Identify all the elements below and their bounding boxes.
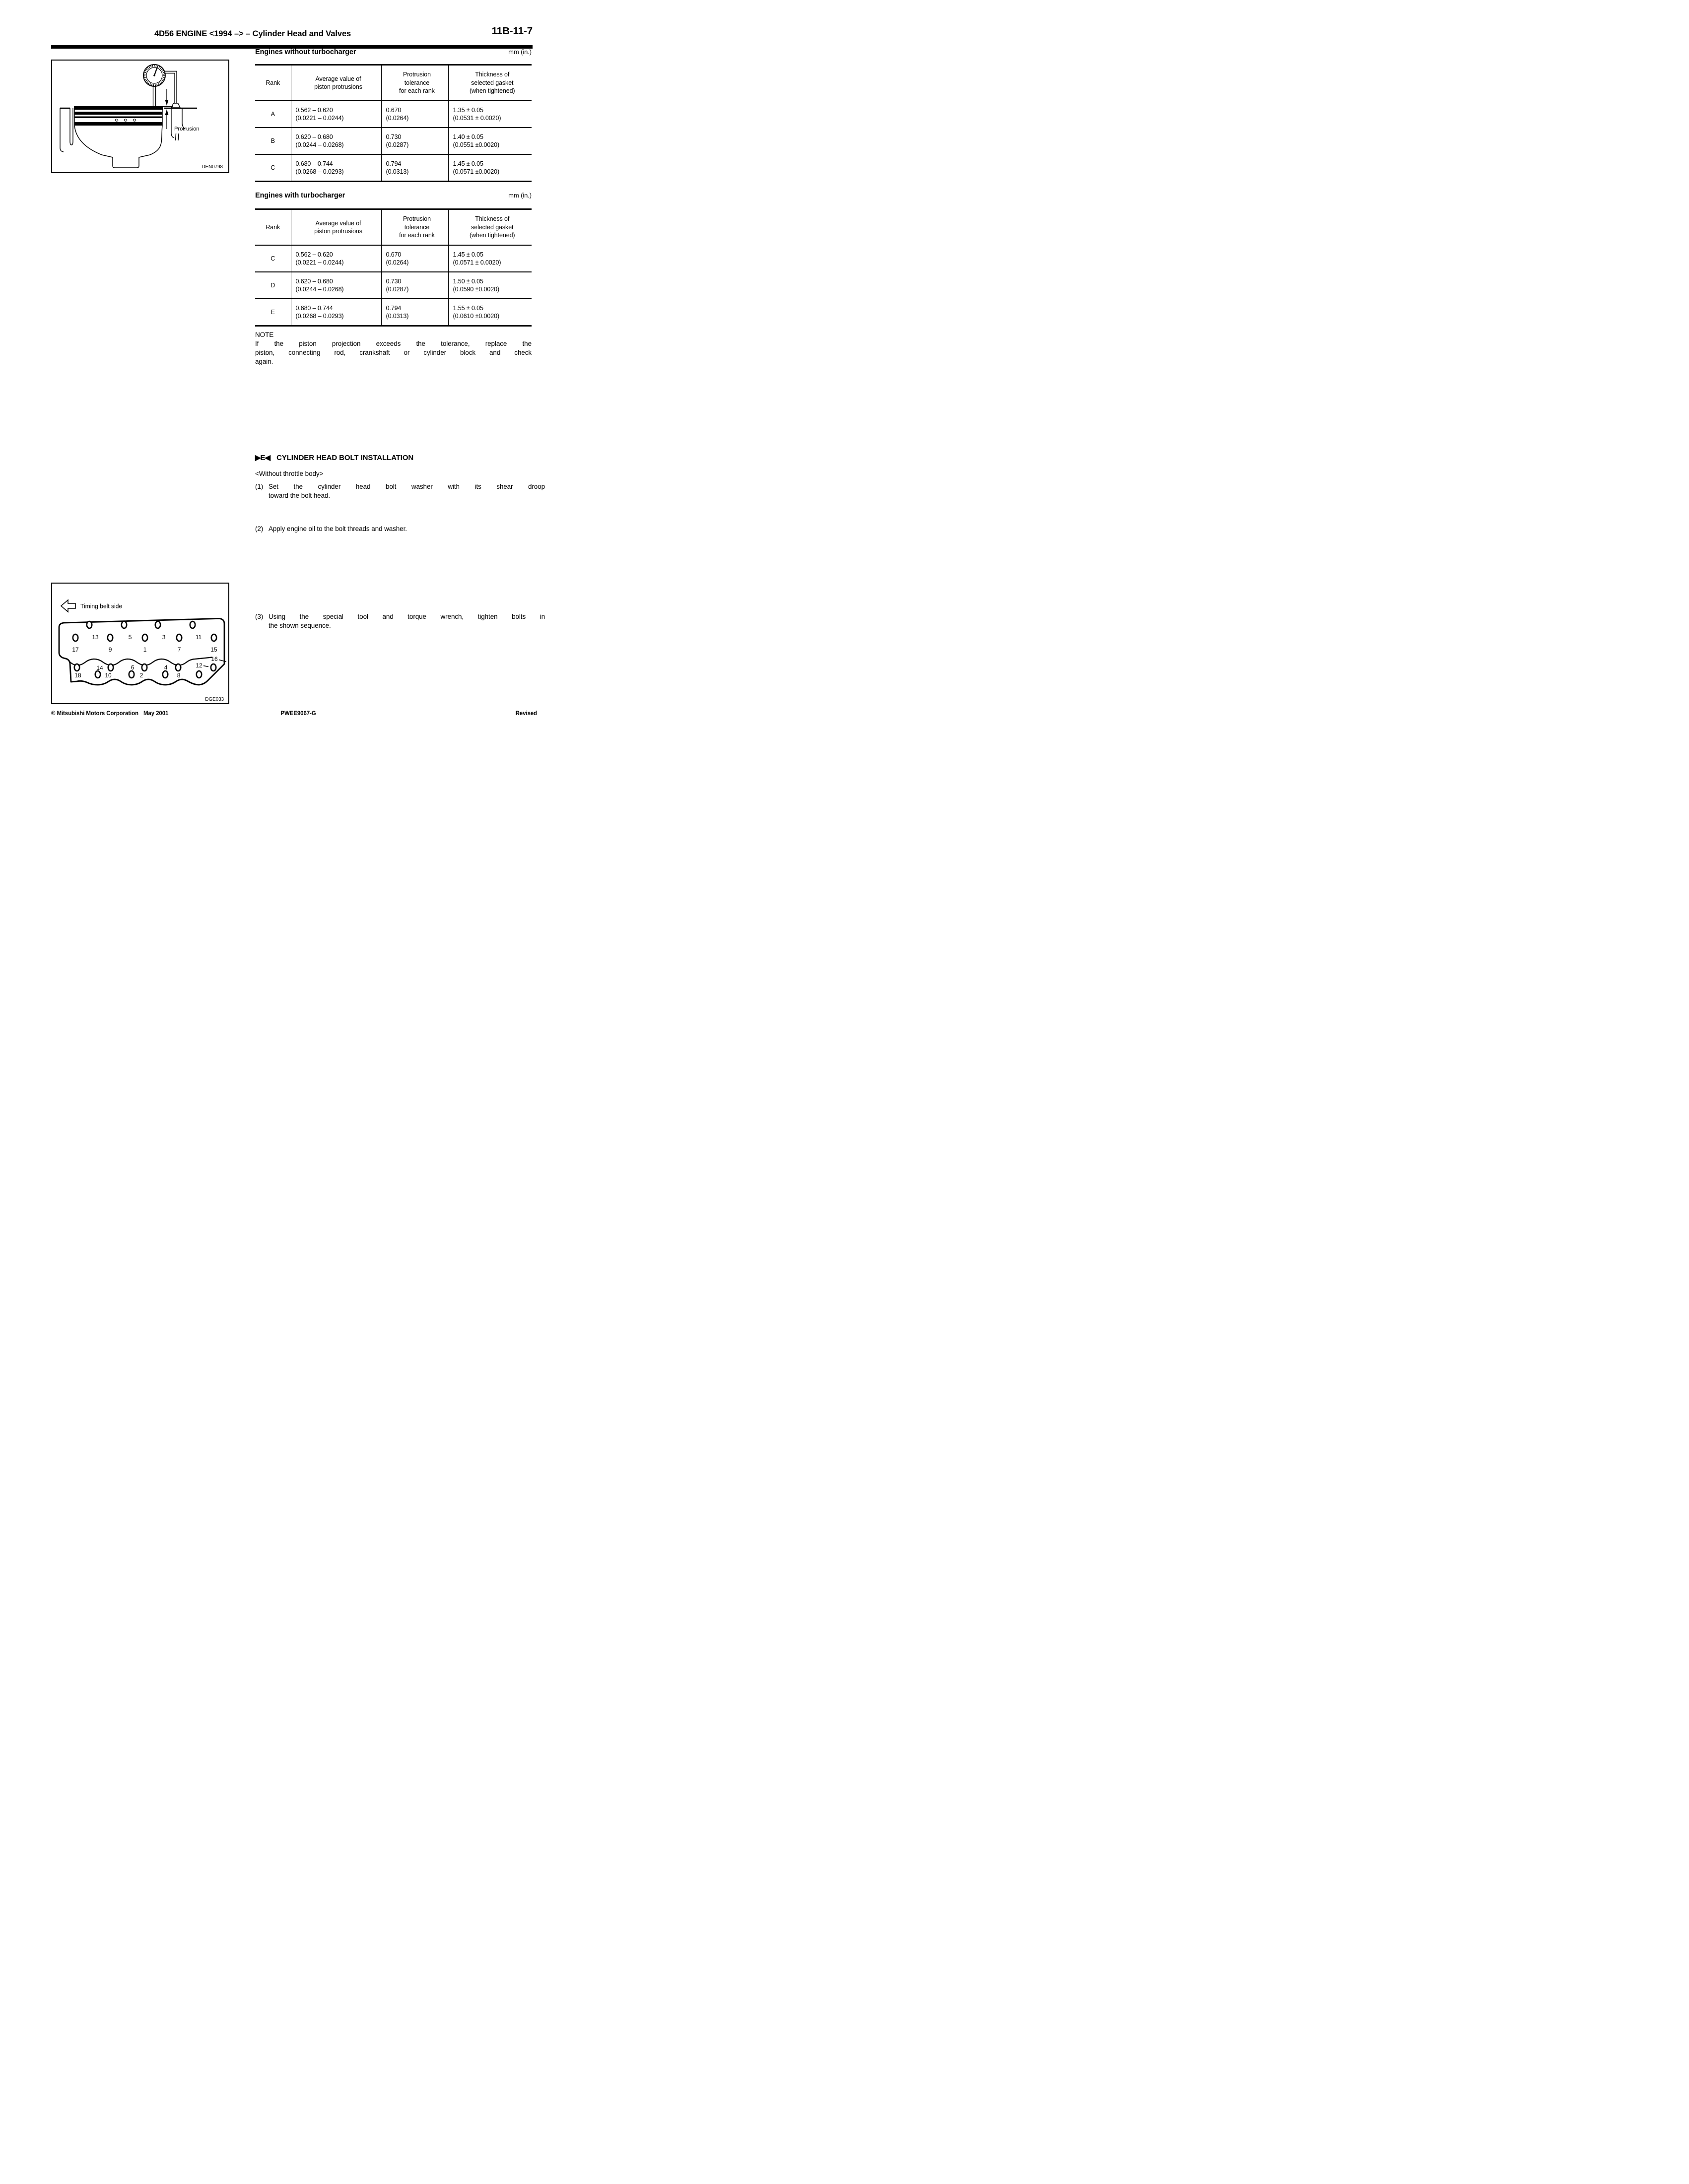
bolt-number: 18	[74, 672, 81, 679]
bolt-number: 17	[72, 646, 79, 653]
bolt-number: 7	[177, 646, 181, 653]
step-number: (2)	[255, 525, 264, 532]
dial-gauge-icon	[143, 65, 165, 86]
section-marker: ▶E◀	[255, 454, 270, 462]
thickness-cell: 1.45 ± 0.05 (0.0571 ±0.0020)	[448, 154, 532, 182]
bolt-number: 5	[128, 634, 132, 641]
bolt-number: 10	[105, 672, 112, 679]
footer-date: May 2001	[143, 711, 169, 717]
page-number: 11B-11-7	[491, 25, 533, 37]
average-cell: 0.680 – 0.744 (0.0268 – 0.0293)	[291, 154, 381, 182]
note-heading: NOTE	[255, 331, 274, 338]
col-thickness: Thickness of selected gasket (when tightened)	[448, 65, 532, 101]
thickness-cell: 1.50 ± 0.05 (0.0590 ±0.0020)	[448, 272, 532, 299]
dial-indicator-drawing	[52, 61, 228, 172]
bolt-number: 8	[177, 672, 181, 679]
table-row	[255, 154, 532, 182]
note-block	[255, 331, 532, 366]
col-tolerance: Protrusion tolerance for each rank	[381, 209, 448, 246]
thickness-cell: 1.35 ± 0.05 (0.0531 ± 0.0020)	[448, 101, 532, 128]
step-line: Set the cylinder head bolt washer with its shear droop	[269, 483, 545, 490]
section-title: CYLINDER HEAD BOLT INSTALLATION	[276, 454, 414, 462]
table-row	[255, 299, 532, 326]
average-cell: 0.620 – 0.680 (0.0244 – 0.0268)	[291, 272, 381, 299]
table-header-row	[255, 65, 532, 101]
page-title: 4D56 ENGINE <1994 –> – Cylinder Head and Valves	[154, 29, 351, 38]
step-line: toward the bolt head.	[269, 492, 330, 499]
rank-cell: A	[255, 101, 291, 128]
step-line: Using the special tool and torque wrench, tighten bolts in	[269, 613, 545, 620]
left-arrow-icon	[61, 600, 75, 612]
tolerance-cell: 0.670 (0.0264)	[381, 101, 448, 128]
rank-cell: B	[255, 128, 291, 154]
table2-wrap	[255, 208, 532, 327]
table-row	[255, 128, 532, 154]
note-line: again.	[255, 358, 273, 365]
average-cell: 0.562 – 0.620 (0.0221 – 0.0244)	[291, 101, 381, 128]
tolerance-cell: 0.730 (0.0287)	[381, 272, 448, 299]
rank-cell: E	[270, 308, 275, 316]
col-rank: Rank	[255, 209, 291, 246]
average-cell: 0.680 – 0.744 (0.0268 – 0.0293)	[291, 299, 381, 326]
thickness-cell: 1.45 ± 0.05 (0.0571 ± 0.0020)	[448, 245, 532, 272]
col-rank: Rank	[255, 65, 291, 101]
figure-piston-protrusion	[51, 60, 229, 173]
footer-doc-number: PWEE9067-G	[280, 711, 316, 717]
table-header-row	[255, 209, 532, 246]
section-subtitle: <Without throttle body>	[255, 470, 324, 477]
piston-drawing	[74, 106, 163, 168]
bolt-number: 15	[210, 646, 217, 653]
table-row	[255, 245, 532, 272]
bolt-number: 16	[211, 656, 218, 662]
rank-cell: C	[255, 245, 291, 272]
thickness-cell: 1.40 ± 0.05 (0.0551 ±0.0020)	[448, 128, 532, 154]
bolt-number: 12	[196, 662, 203, 669]
bolt-number: 4	[164, 664, 168, 671]
copyright-text: © Mitsubishi Motors Corporation	[51, 711, 138, 717]
table-row	[255, 101, 532, 128]
note-line: piston, connecting rod, crankshaft or cylinder block and check	[255, 349, 532, 356]
cylinder-wall-right	[171, 108, 185, 138]
col-average: Average value of piston protrusions	[291, 65, 381, 101]
tolerance-cell: 0.670 (0.0264)	[381, 245, 448, 272]
footer-revision: Revised	[515, 711, 537, 717]
col-tolerance: Protrusion tolerance for each rank	[381, 65, 448, 101]
average-cell: 0.620 – 0.680 (0.0244 – 0.0268)	[291, 128, 381, 154]
note-line: If the piston projection exceeds the tolerance, replace the	[255, 340, 532, 347]
table1-caption	[255, 48, 532, 56]
timing-belt-side-label: Timing belt side	[80, 602, 123, 610]
average-cell: 0.562 – 0.620 (0.0221 – 0.0244)	[291, 245, 381, 272]
figure-code: DGE033	[205, 697, 224, 702]
head-bolt-sequence-drawing	[52, 584, 228, 703]
bolt-number: 6	[131, 664, 135, 671]
table-with-turbo	[255, 208, 532, 327]
tolerance-cell: 0.730 (0.0287)	[381, 128, 448, 154]
table2-title: Engines with turbocharger	[255, 192, 345, 199]
protrusion-label: Protrusion	[174, 126, 200, 132]
cylinder-wall-left	[60, 108, 73, 152]
figure-bolt-sequence	[51, 583, 229, 704]
step-line: Apply engine oil to the bolt threads and washer.	[269, 525, 407, 532]
table1-wrap	[255, 64, 532, 182]
table2-units: mm (in.)	[508, 192, 532, 199]
table2-caption	[255, 192, 532, 199]
table1-units: mm (in.)	[508, 48, 532, 56]
tolerance-cell: 0.794 (0.0313)	[381, 299, 448, 326]
step-2	[255, 525, 545, 533]
step-1	[255, 482, 545, 500]
col-thickness: Thickness of selected gasket (when tightened)	[448, 209, 532, 246]
rank-cell: C	[270, 164, 275, 171]
bolt-number: 11	[195, 634, 202, 641]
table1-title: Engines without turbocharger	[255, 48, 356, 56]
col-average: Average value of piston protrusions	[291, 209, 381, 246]
step-number: (1)	[255, 483, 264, 490]
section-heading	[255, 453, 532, 462]
figure-code: DEN0798	[202, 164, 223, 170]
step-line: the shown sequence.	[269, 622, 331, 629]
manual-page	[0, 0, 563, 728]
bolt-number: 1	[143, 646, 147, 653]
bolt-number: 9	[108, 646, 112, 653]
bolt-number: 13	[92, 634, 99, 641]
thickness-cell: 1.55 ± 0.05 (0.0610 ±0.0020)	[448, 299, 532, 326]
step-number: (3)	[255, 613, 264, 620]
tolerance-cell: 0.794 (0.0313)	[381, 154, 448, 182]
bolt-number: 14	[96, 664, 103, 671]
table-row	[255, 272, 532, 299]
footer-copyright	[51, 711, 168, 717]
bolt-number: 3	[162, 634, 166, 641]
rank-cell: D	[255, 272, 291, 299]
bolt-number: 2	[139, 672, 143, 679]
step-3	[255, 612, 545, 630]
table-without-turbo	[255, 64, 532, 182]
gap-tick-marks	[176, 133, 179, 140]
